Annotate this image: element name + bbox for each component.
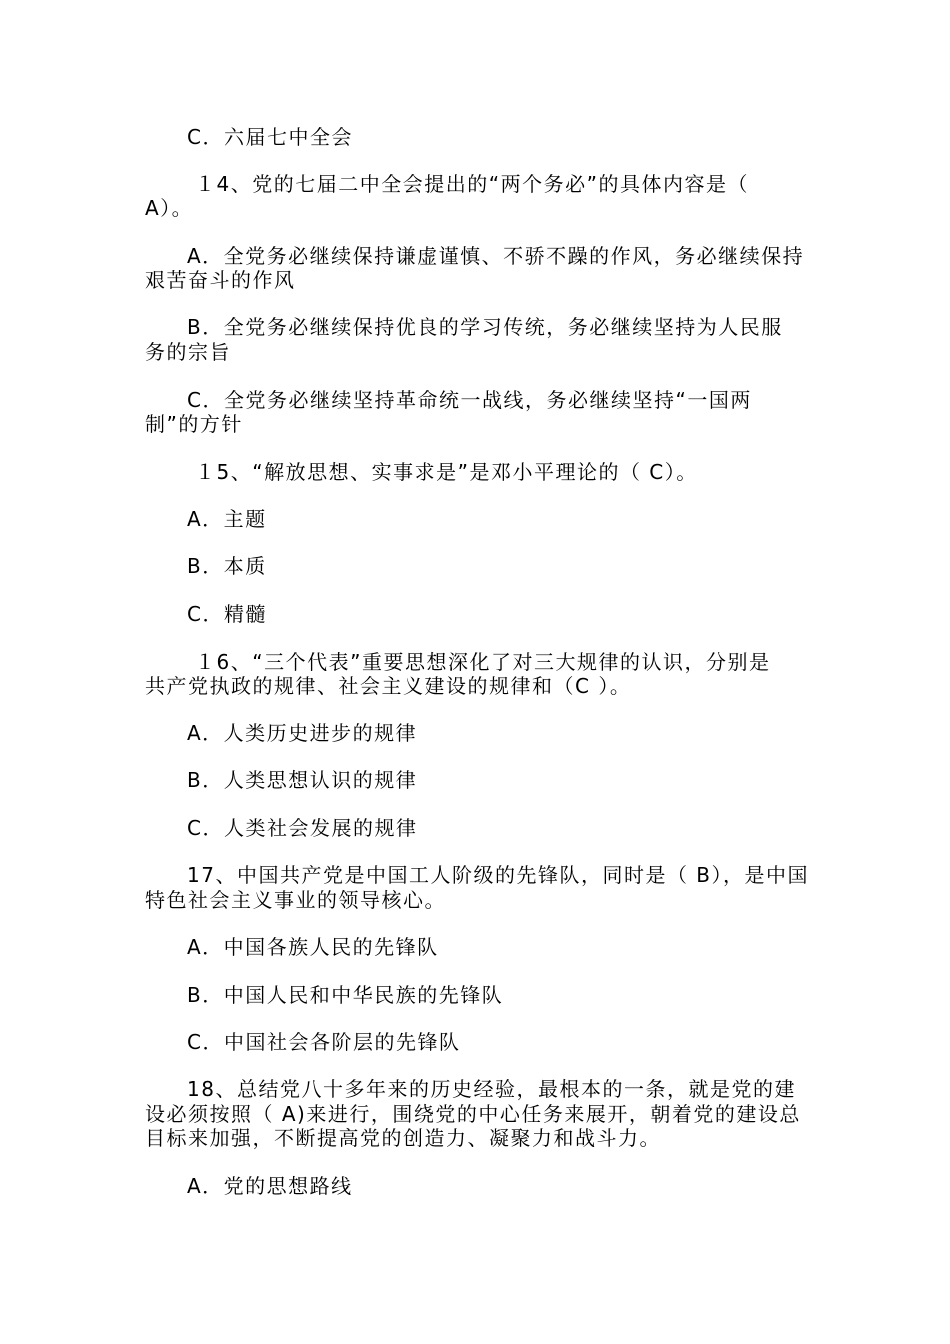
option-c-q17: C．中国社会各阶层的先锋队 xyxy=(187,1030,461,1054)
option-c-q16: C．人类社会发展的规律 xyxy=(187,816,418,840)
option-a-q17: A．中国各族人民的先锋队 xyxy=(187,935,439,959)
question-16-cont: 共产党执政的规律、社会主义建设的规律和（C ）。 xyxy=(145,674,632,698)
option-c-q14: C．全党务必继续坚持革命统一战线，务必继续坚持“一国两 xyxy=(187,388,752,412)
question-15: １5、“解放思想、实事求是”是邓小平理论的（ C）。 xyxy=(195,460,698,484)
option-a-q14-cont: 艰苦奋斗的作风 xyxy=(145,268,296,292)
option-a-q18: A．党的思想路线 xyxy=(187,1174,353,1198)
option-b-q14: B．全党务必继续保持优良的学习传统，务必继续坚持为人民服 xyxy=(187,315,783,339)
option-b-q17: B．中国人民和中华民族的先锋队 xyxy=(187,983,504,1007)
option-c-q13: C．六届七中全会 xyxy=(187,125,353,149)
question-17-cont: 特色社会主义事业的领导核心。 xyxy=(145,888,446,912)
question-14: １4、党的七届二中全会提出的“两个务必”的具体内容是（ xyxy=(195,172,749,196)
option-b-q15: B．本质 xyxy=(187,554,267,578)
question-18-cont-1: 设必须按照（ A)来进行，围绕党的中心任务来展开，朝着党的建设总 xyxy=(145,1102,801,1126)
option-c-q14-cont: 制”的方针 xyxy=(145,412,243,436)
option-a-q15: A．主题 xyxy=(187,507,267,531)
option-c-q15: C．精髓 xyxy=(187,602,267,626)
question-17: 17、中国共产党是中国工人阶级的先锋队，同时是（ B），是中国 xyxy=(187,863,810,887)
question-18-cont-2: 目标来加强，不断提高党的创造力、凝聚力和战斗力。 xyxy=(145,1126,661,1150)
option-b-q14-cont: 务的宗旨 xyxy=(145,340,231,364)
option-b-q16: B．人类思想认识的规律 xyxy=(187,768,418,792)
option-a-q16: A．人类历史进步的规律 xyxy=(187,721,418,745)
question-16: １6、“三个代表”重要思想深化了对三大规律的认识，分别是 xyxy=(195,650,771,674)
question-18: 18、总结党八十多年来的历史经验，最根本的一条，就是党的建 xyxy=(187,1077,796,1101)
question-14-cont: A）。 xyxy=(145,196,194,220)
option-a-q14: A．全党务必继续保持谦虚谨慎、不骄不躁的作风，务必继续保持 xyxy=(187,244,805,268)
